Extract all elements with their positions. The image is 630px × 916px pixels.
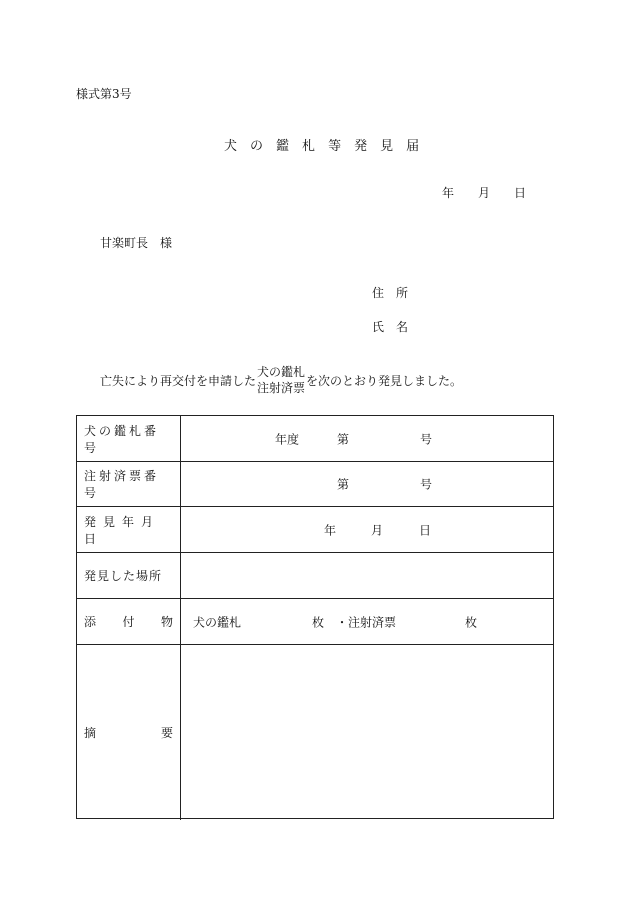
date-month: 月: [478, 186, 491, 200]
name-label: 氏 名: [372, 320, 409, 334]
label-text: 犬の鑑札番号: [84, 423, 160, 455]
statement-before: 亡失により再交付を申請した: [100, 373, 257, 388]
statement-text: [100, 364, 462, 398]
discovery-form-table: [76, 415, 554, 819]
label-text: 発見年月日: [84, 514, 161, 546]
value-tag-number[interactable]: [181, 416, 553, 461]
statement-stacked-items: [257, 364, 305, 396]
date-day: 日: [514, 186, 527, 200]
go-text: 号: [420, 432, 433, 446]
title-char: の: [250, 139, 265, 154]
title-char: 等: [328, 139, 343, 154]
value-discovery-place[interactable]: [181, 553, 553, 598]
label-remarks: [77, 645, 181, 820]
value-attachments[interactable]: [181, 599, 553, 644]
tag-item-text: 犬の鑑札: [193, 615, 242, 629]
statement-stack-bottom: 注射済票: [257, 381, 306, 395]
day-text: 日: [419, 523, 432, 537]
nendo-text: 年度: [275, 432, 300, 446]
row-discovery-place: [77, 553, 553, 599]
vacc-unit-text: 枚: [465, 615, 478, 629]
title-char: 発: [354, 139, 369, 154]
row-tag-number: [77, 416, 553, 462]
row-remarks: [77, 645, 553, 820]
tag-unit-text: 枚: [312, 615, 325, 629]
year-text: 年: [324, 523, 337, 537]
title-char: 鑑: [276, 139, 291, 154]
title-char: 札: [302, 139, 317, 154]
label-attachments: [77, 599, 181, 644]
value-remarks[interactable]: [181, 645, 553, 820]
submission-date: [442, 184, 526, 201]
label-char: 摘: [84, 726, 97, 740]
label-char: 要: [160, 726, 173, 740]
label-discovery-place: [77, 553, 181, 598]
label-char: 物: [160, 615, 173, 629]
title-char: 犬: [224, 139, 239, 154]
label-char: 付: [122, 615, 135, 629]
document-title: [224, 135, 420, 154]
value-vaccination-number[interactable]: [181, 462, 553, 506]
row-attachments: [77, 599, 553, 645]
label-tag-number: [77, 416, 181, 461]
label-discovery-date: [77, 507, 181, 552]
address-label: 住 所: [372, 286, 409, 300]
label-text: 注射済票番号: [84, 469, 160, 500]
title-char: 見: [380, 139, 395, 154]
label-text: 発見した場所: [84, 569, 163, 583]
statement-stack-top: 犬の鑑札: [257, 365, 306, 379]
statement-after: を次のとおり発見しました。: [306, 373, 463, 388]
label-vaccination-number: [77, 462, 181, 506]
row-vaccination-number: [77, 462, 553, 507]
dai-text: 第: [337, 432, 350, 446]
go-text: 号: [420, 477, 433, 492]
row-discovery-date: [77, 507, 553, 553]
label-char: 添: [84, 615, 97, 629]
month-text: 月: [371, 523, 384, 537]
dai-text: 第: [337, 477, 350, 492]
title-char: 届: [406, 139, 421, 154]
date-year: 年: [442, 186, 455, 200]
value-discovery-date[interactable]: [181, 507, 553, 552]
addressee: 甘楽町長 様: [100, 236, 173, 250]
vacc-item-text: ・注射済票: [336, 615, 397, 629]
form-number: 様式第3号: [76, 87, 132, 101]
